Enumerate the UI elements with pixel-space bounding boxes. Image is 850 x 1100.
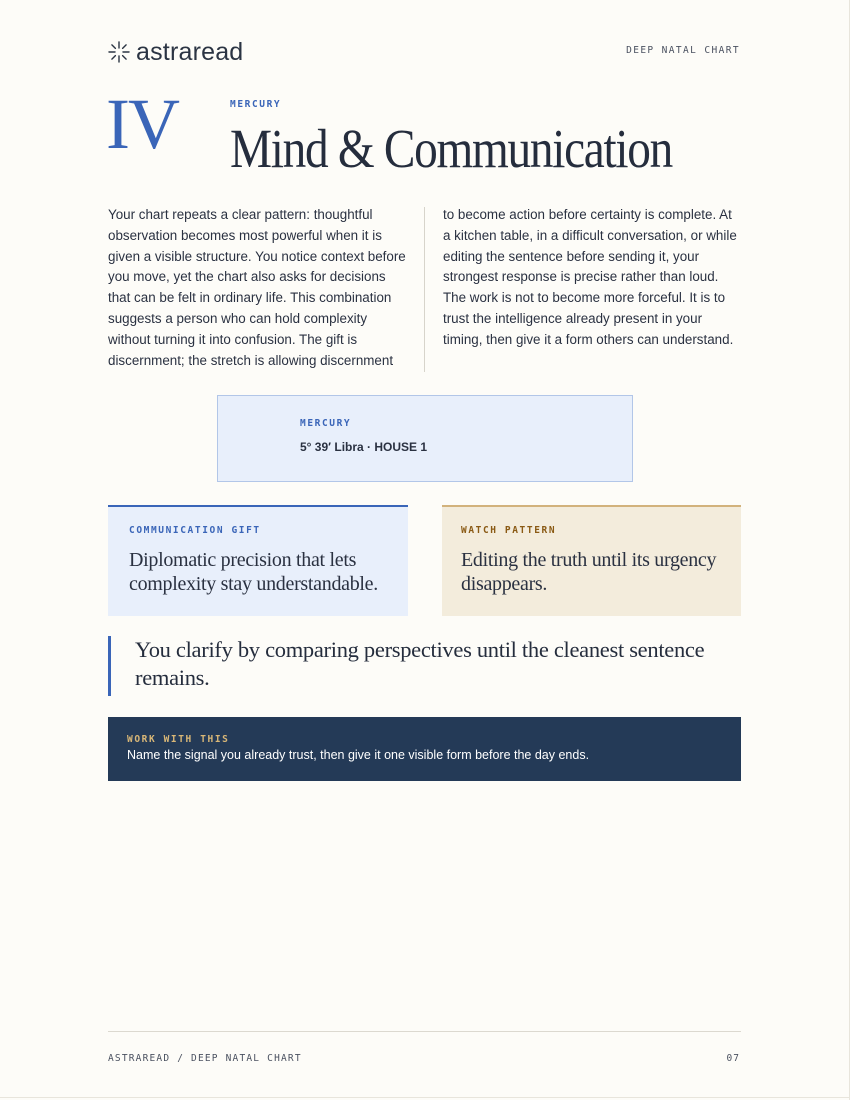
placement-position: 5° 39′ Libra · HOUSE 1 — [300, 440, 428, 454]
footer-divider — [108, 1031, 741, 1032]
communication-gift-card — [108, 505, 408, 616]
footer-label: ASTRAREAD / DEEP NATAL CHART — [108, 1053, 302, 1064]
work-with-this-banner — [108, 717, 741, 781]
document-label: DEEP NATAL CHART — [626, 45, 740, 56]
pull-quote: You clarify by comparing perspectives until the cleanest sentence remains. — [108, 636, 741, 696]
card-text: Editing the truth until its urgency disappears. — [461, 549, 717, 595]
page-number: 07 — [726, 1053, 740, 1064]
column-divider — [424, 207, 425, 372]
body-column-left: Your chart repeats a clear pattern: thoughtful observation becomes most powerful when it is given a visible structure. You notice context before you move, yet the chart also asks for decisions that can be felt in ordinary life. This combination suggests a person who can hold complexity without turning it into confusion. The gift is discernment; the stretch is allowing discernment — [108, 207, 406, 368]
work-text: Name the signal you already trust, then give it one visible form before the day ends. — [127, 748, 590, 762]
brand-logo — [108, 38, 243, 66]
card-label: COMMUNICATION GIFT — [129, 525, 261, 536]
starburst-icon — [108, 41, 130, 63]
watch-pattern-card — [442, 505, 741, 616]
work-label: WORK WITH THIS — [127, 734, 230, 745]
section-numeral: IV — [106, 84, 178, 164]
section-kicker: MERCURY — [230, 99, 282, 110]
page-bottom-edge — [0, 1097, 850, 1098]
brand-name: astraread — [136, 37, 244, 66]
card-label: WATCH PATTERN — [461, 525, 557, 536]
card-text: Diplomatic precision that lets complexity stay understandable. — [129, 549, 378, 595]
placement-box — [217, 395, 633, 482]
page-title: Mind & Communication — [230, 118, 672, 179]
placement-planet: MERCURY — [300, 418, 352, 429]
body-column-right: to become action before certainty is complete. At a kitchen table, in a difficult conversation, or while editing the sentence before sending it, your strongest response is precise rather than loud. The work is not to become more forceful. It is to trust the intelligence already present in your timing, then give it a form others can understand. — [443, 207, 737, 347]
